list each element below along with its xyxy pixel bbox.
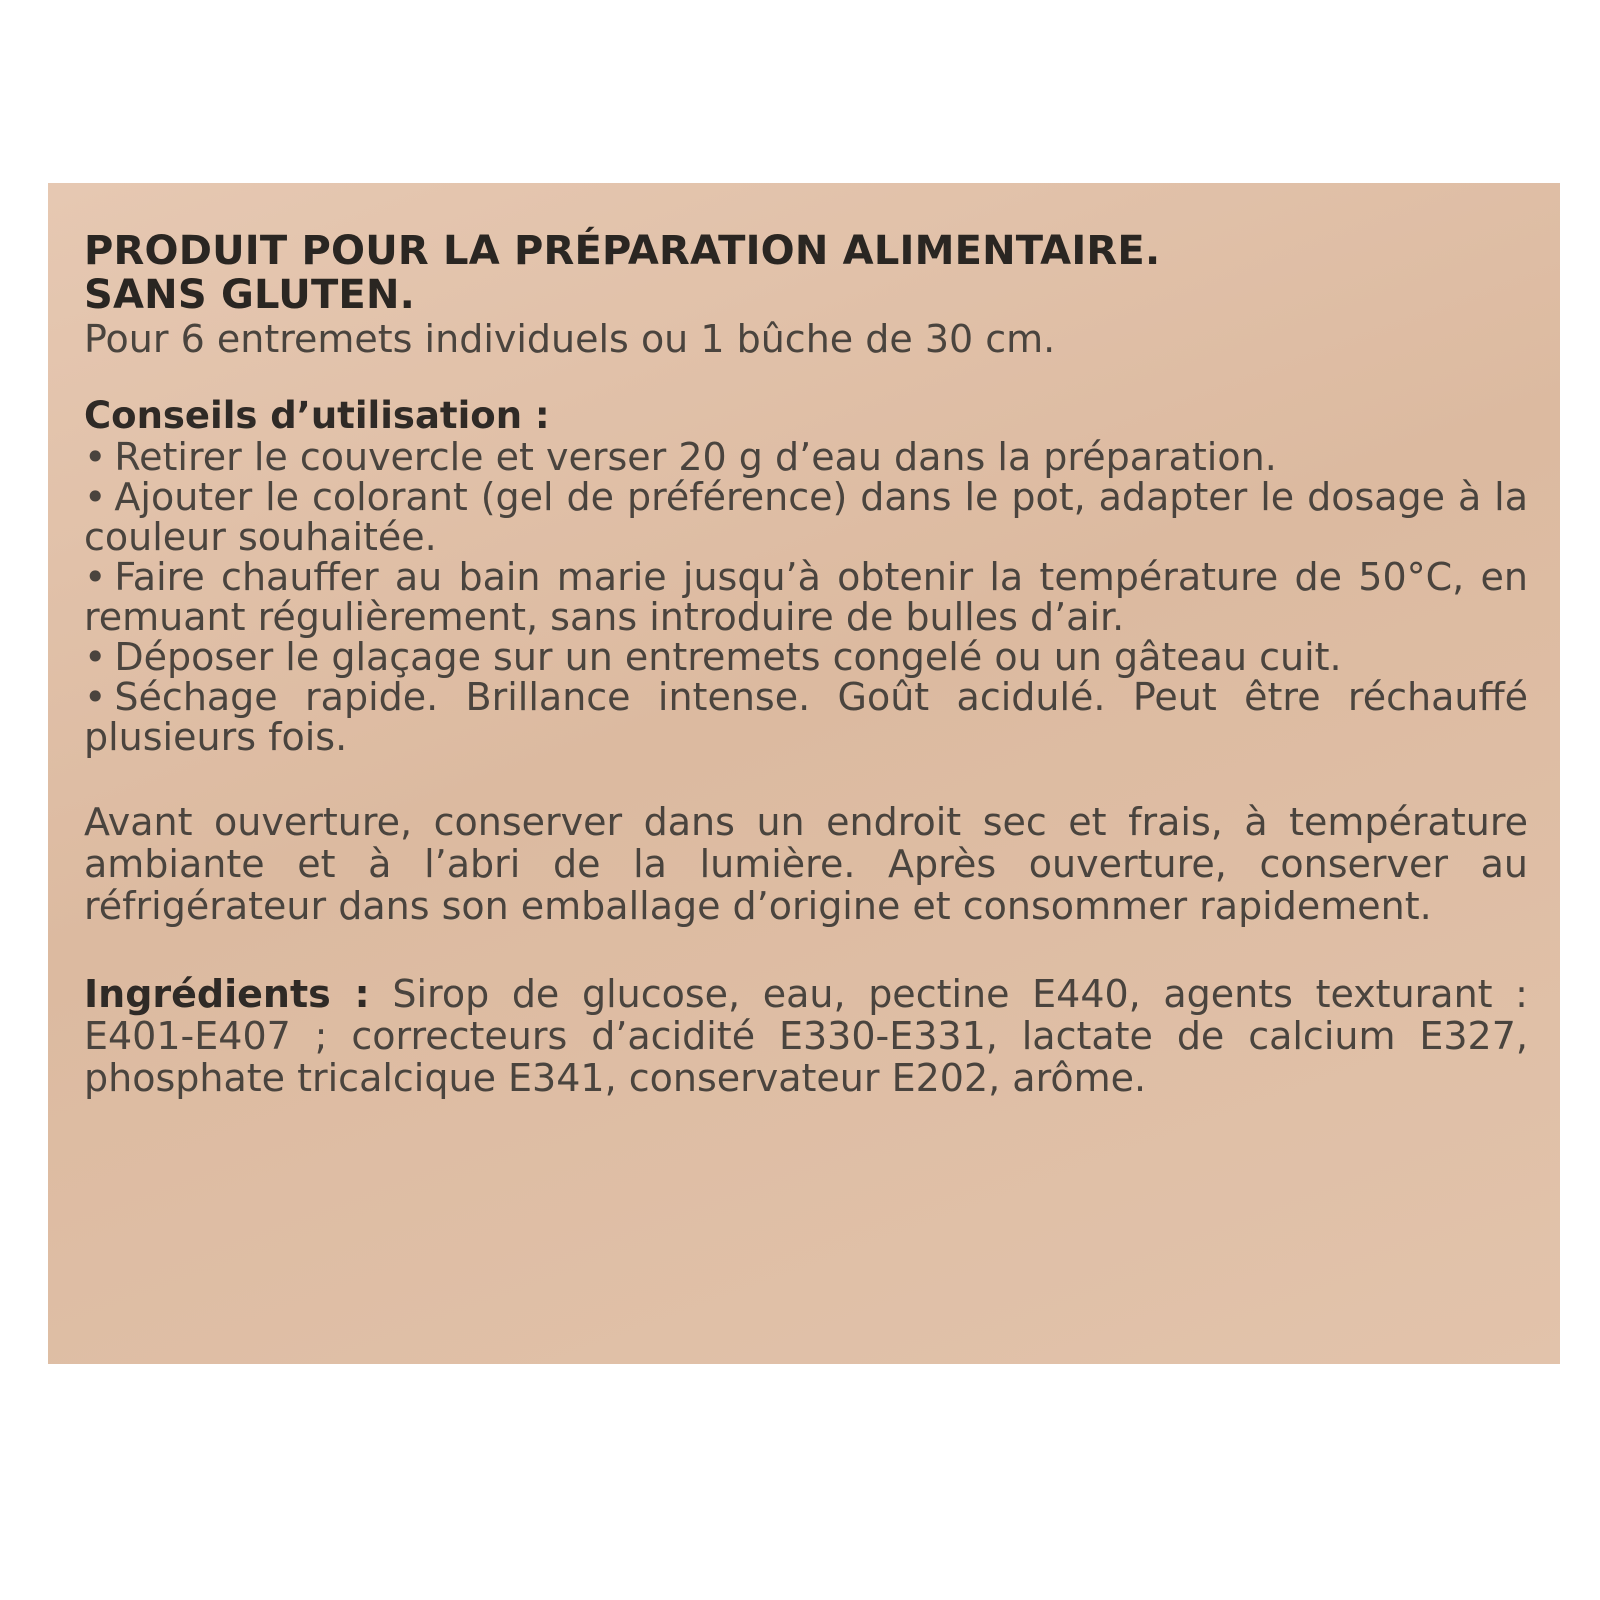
- advice-item-text: Séchage rapide. Brillance intense. Goût acidulé. Peut être réchauffé plusieurs fois.: [84, 675, 1528, 759]
- bullet-glyph: •: [84, 555, 107, 599]
- label-heading-line1: PRODUIT POUR LA PRÉPARATION ALIMENTAIRE.: [84, 228, 1161, 274]
- advice-item-text: Retirer le couvercle et verser 20 g d’eau dans la préparation.: [114, 435, 1277, 479]
- ingredients-label: Ingrédients :: [84, 972, 370, 1016]
- advice-item: [84, 677, 1528, 757]
- serving-info: Pour 6 entremets individuels ou 1 bûche de 30 cm.: [84, 317, 1056, 361]
- advice-item: [84, 637, 1528, 677]
- advice-item-text: Faire chauffer au bain marie jusqu’à obtenir la température de 50°C, en remuant régulièrement, sans introduire de bulles d’air.: [84, 555, 1528, 639]
- advice-item: [84, 477, 1528, 557]
- label-heading-line2: SANS GLUTEN.: [84, 272, 416, 318]
- ingredients-paragraph: [84, 973, 1528, 1099]
- product-label-panel: [48, 183, 1560, 1364]
- advice-item-text: Déposer le glaçage sur un entremets congelé ou un gâteau cuit.: [114, 635, 1342, 679]
- storage-instructions: Avant ouverture, conserver dans un endroit sec et frais, à température ambiante et à l’abri de la lumière. Après ouverture, conserver au réfrigérateur dans son emballage d’origine et consommer rapidement.: [84, 800, 1528, 928]
- advice-item: [84, 437, 1528, 477]
- bullet-glyph: •: [84, 475, 107, 519]
- bullet-glyph: •: [84, 435, 107, 479]
- advice-item-text: Ajouter le colorant (gel de préférence) dans le pot, adapter le dosage à la couleur souhaitée.: [84, 475, 1528, 559]
- advice-item: [84, 557, 1528, 637]
- bullet-glyph: •: [84, 675, 107, 719]
- bullet-glyph: •: [84, 635, 107, 679]
- ingredients-text: Sirop de glucose, eau, pectine E440, agents texturant : E401-E407 ; correcteurs d’acidité E330-E331, lactate de calcium E327, phosphate tricalcique E341, conservateur E202, arôme.: [84, 972, 1528, 1100]
- advice-list: [84, 437, 1528, 757]
- advice-title: Conseils d’utilisation :: [84, 394, 550, 437]
